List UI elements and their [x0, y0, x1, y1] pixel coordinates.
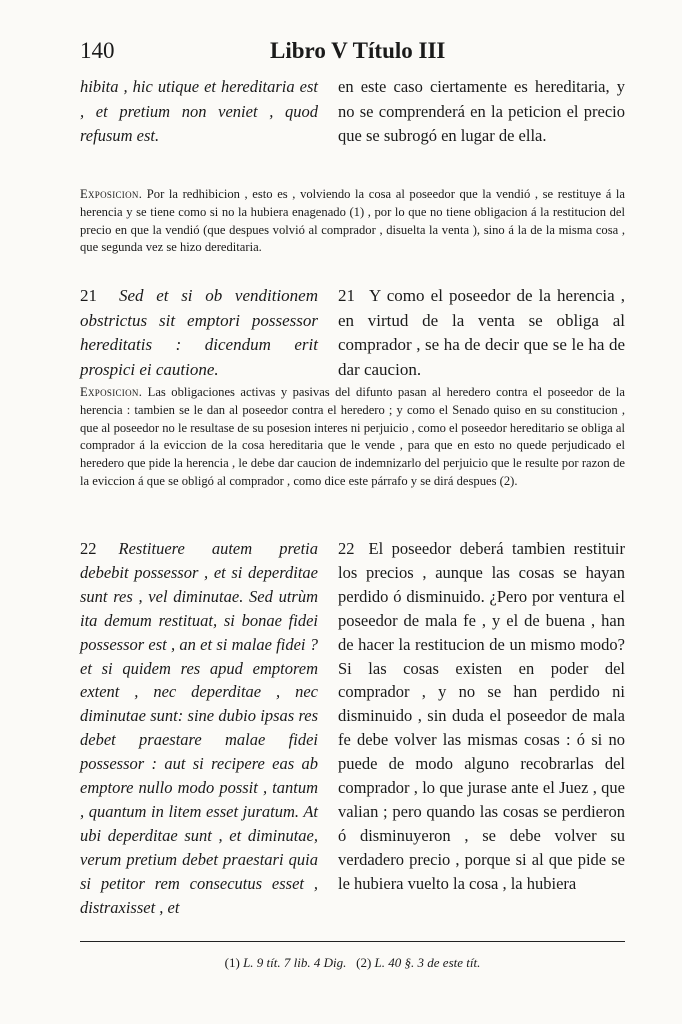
- latin-text: Restituere autem pretia debebit possessor , et si deperditae sunt res , vel diminutae. Sed utrùm ita demum restituat, si bonae fidei possessor est , an et si malae fidei ? et si quidem res apud emptorem extent , nec deperditae , nec diminutae sunt: sine dubio ipsas res debet praestare malae fidei possessor : aut si recipere eas ab emptore nullo modo possit , tantum , quantum in litem esset juratum. At ubi deperditae sunt , et diminutae, verum pretium debet praestari quia si petitor rem consecutus esset , distraxisset , et: [80, 539, 318, 917]
- footnote-divider: [80, 941, 625, 942]
- paragraph-number: 21: [80, 286, 97, 305]
- spanish-paragraph-21: [338, 284, 625, 382]
- spanish-text: Y como el poseedor de la herencia , en virtud de la venta se obliga al comprador , se ha de decir que se le ha de dar caucion.: [338, 286, 625, 379]
- latin-text: Sed et si ob venditionem obstrictus sit emptori possessor hereditatis : dicendum erit prospici ei cautione.: [80, 286, 318, 379]
- exposition-label: Exposicion.: [80, 385, 143, 399]
- exposition-1: [80, 186, 625, 257]
- page-header: [80, 38, 625, 68]
- footnote-1-text: L. 9 tít. 7 lib. 4 Dig.: [243, 955, 347, 970]
- page-title: Libro V Título III: [270, 38, 446, 63]
- latin-paragraph-21: [80, 284, 318, 382]
- exposition-text: Por la redhibicion , esto es , volviendo la cosa al poseedor que la vendió , se restituye á la herencia y se tiene como si no la hubiera enagenado (1) , por lo que no tiene obligacion á la restitucion del precio en que la vendió (que despues volvió al comprador , disuelta la venta ), sino á la de la misma cosa , que segunda vez se hizo dereditaria.: [80, 187, 626, 255]
- exposition-2: [80, 384, 625, 491]
- exposition-text: Las obligaciones activas y pasivas del difunto pasan al heredero contra el poseedor de la herencia : tambien se le dan al poseedor contra el heredero ; y como el Senado quiso en su constitucion , que al poseedor no le resultase de su posesion interes ni perjuicio , como el poseedor hereditario se obliga al comprador á la eviccion de la cosa hereditaria que le vende , para que en esto no quede perjudicado el heredero que pide la herencia , le debe dar caucion de indemnizarlo del perjuicio que le resulte por razon de la eviccion á que se obligó al comprador , como dice este párrafo y se dirá despues (2).: [80, 385, 625, 488]
- footnote-2-text: L. 40 §. 3 de este tít.: [374, 955, 481, 970]
- paragraph-number: 22: [338, 539, 355, 558]
- footnote-1-mark: (1): [224, 955, 240, 970]
- spanish-text: El poseedor deberá tambien restituir los precios , aunque las cosas se hayan perdido ó disminuido. ¿Pero por ventura el poseedor de mala fe , y el de buena , han de hacer la restitucion de un mismo modo? Si las cosas existen en poder del comprador , y no se han perdido ni disminuido , sin duda el poseedor de mala fe debe volver las mismas cosas : ó si no puede de modo alguno recobrarlas del comprador , lo que jurase ante el Juez , que valian ; pero quando las cosas se perdieron ó disminuyeron , se debe volver su verdadero precio , porque si al que pide se le hubiera vuelto la cosa , la hubiera: [338, 539, 625, 893]
- paragraph-number: 21: [338, 286, 355, 305]
- exposition-label: Exposicion.: [80, 187, 143, 201]
- latin-text-continued: hibita , hic utique et hereditaria est , et pretium non veniet , quod refusum est.: [80, 77, 318, 145]
- paragraph-number: 22: [80, 539, 97, 558]
- latin-paragraph-22: [80, 537, 318, 920]
- page-number: 140: [80, 38, 115, 63]
- spanish-paragraph-22: [338, 537, 625, 896]
- footnote-2-mark: (2): [356, 955, 372, 970]
- spanish-text-continued: en este caso ciertamente es hereditaria, y no se comprenderá en la peticion el precio que se subrogó en lugar de ella.: [338, 77, 625, 145]
- footnotes: [80, 955, 625, 971]
